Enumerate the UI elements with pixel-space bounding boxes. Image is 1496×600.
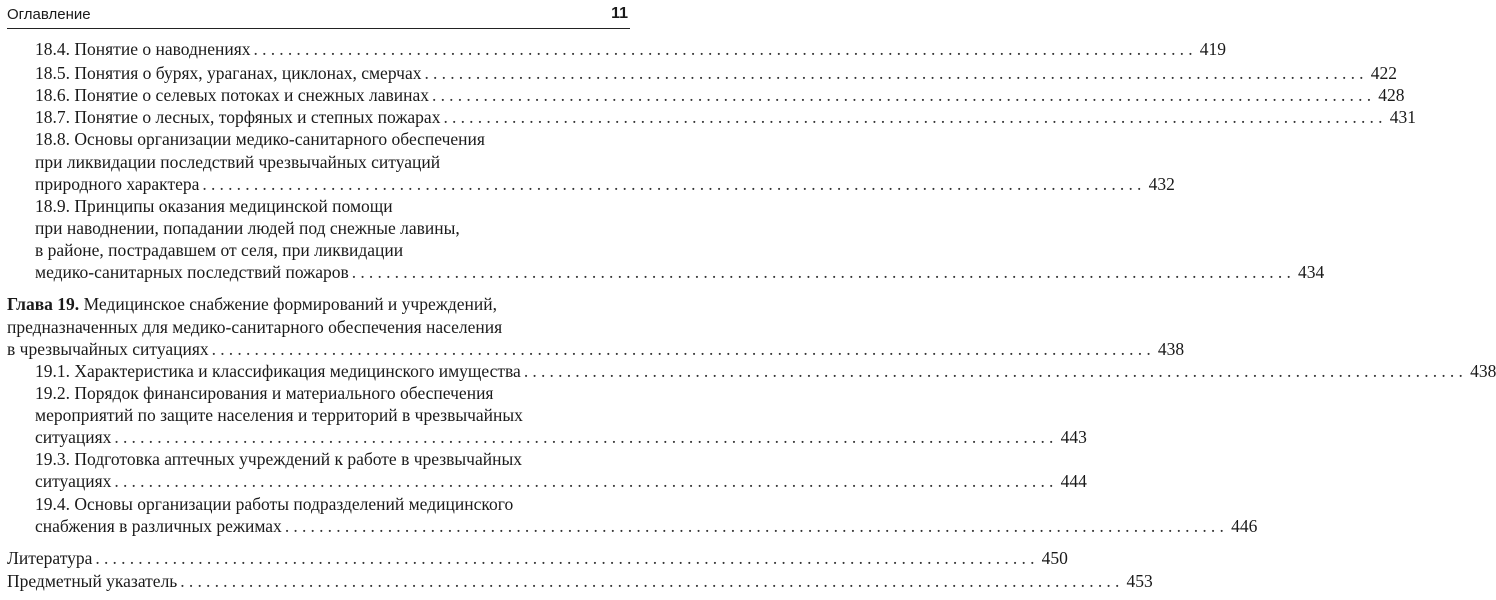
toc-entry-title: ситуациях — [35, 471, 112, 491]
toc-entry-title: Предметный указатель — [7, 571, 178, 591]
toc-leader: .............................................................................................................. — [95, 548, 1039, 568]
toc-entry-title: в чрезвычайных ситуациях — [7, 339, 209, 359]
toc-entry-line: 19.2. Порядок финансирования и материального обеспечения — [35, 383, 494, 403]
toc-leader: .............................................................................................................. — [432, 85, 1376, 105]
toc-entry-line: 18.8. Основы организации медико-санитарного обеспечения — [35, 129, 485, 149]
toc-entry-title: ситуациях — [35, 427, 112, 447]
toc-entry-line: Медицинское снабжение формирований и учреждений, — [83, 294, 497, 314]
toc-entry[interactable] — [7, 546, 1068, 570]
toc-entry-title: 19.1. Характеристика и классификация медицинского имущества — [35, 361, 521, 381]
toc-leader: .............................................................................................................. — [253, 39, 1197, 59]
toc-entry-page: 428 — [1378, 85, 1405, 105]
toc-entry[interactable] — [35, 469, 1087, 493]
toc-entry-line: при наводнении, попадании людей под снежные лавины, — [35, 218, 460, 238]
toc-entry-page: 438 — [1157, 339, 1185, 359]
toc-leader: .............................................................................................................. — [351, 262, 1296, 282]
toc-entry-title: 18.7. Понятие о лесных, торфяных и степных пожарах — [35, 107, 441, 127]
toc-entry-page: 444 — [1060, 471, 1087, 491]
toc-entry-line: 19.3. Подготовка аптечных учреждений к работе в чрезвычайных — [35, 449, 522, 469]
toc-chapter-line — [7, 292, 497, 316]
toc-entry-page: 453 — [1126, 571, 1153, 591]
header-title: Оглавление — [7, 6, 91, 23]
toc-leader: .............................................................................................................. — [424, 63, 1368, 83]
toc-leader: .............................................................................................................. — [114, 427, 1058, 447]
toc-entry[interactable] — [35, 514, 1258, 538]
toc-leader: .............................................................................................................. — [284, 516, 1229, 536]
toc-leader: .............................................................................................................. — [180, 571, 1124, 591]
toc-entry-line: в районе, пострадавшем от селя, при ликвидации — [35, 240, 404, 260]
toc-entry-page: 443 — [1060, 427, 1087, 447]
toc-entry-page: 431 — [1389, 107, 1416, 127]
chapter-label: Глава 19. — [7, 294, 80, 314]
toc-entry-title: природного характера — [35, 174, 200, 194]
toc-entry[interactable] — [35, 83, 1405, 107]
toc-leader: .............................................................................................................. — [211, 339, 1155, 359]
toc-leader: .............................................................................................................. — [443, 107, 1387, 127]
toc-entry-line: предназначенных для медико-санитарного обеспечения населения — [7, 317, 503, 337]
toc-entry-page: 432 — [1148, 174, 1175, 194]
toc-entry-title: 18.5. Понятия о бурях, ураганах, циклонах, смерчах — [35, 63, 422, 83]
toc-entry[interactable] — [35, 61, 1397, 85]
toc-entry-line: 18.9. Принципы оказания медицинской помощи — [35, 196, 393, 216]
toc-entry[interactable] — [7, 337, 1185, 361]
toc-leader: .............................................................................................................. — [202, 174, 1146, 194]
toc-entry-line: мероприятий по защите населения и территорий в чрезвычайных — [35, 405, 523, 425]
toc-entry-page: 422 — [1370, 63, 1397, 83]
toc-entry-line: при ликвидации последствий чрезвычайных ситуаций — [35, 152, 441, 172]
toc-leader: .............................................................................................................. — [523, 361, 1468, 381]
toc-entry[interactable] — [35, 425, 1087, 449]
running-header — [7, 2, 630, 29]
toc-entry[interactable] — [35, 260, 1325, 284]
toc-entry[interactable] — [7, 569, 1153, 593]
toc-entry[interactable] — [35, 37, 1227, 61]
toc-entry-page: 419 — [1199, 39, 1227, 59]
toc-entry-page: 446 — [1231, 516, 1258, 536]
toc-entry[interactable] — [35, 105, 1416, 129]
toc-entry[interactable] — [35, 359, 1496, 383]
toc-entry-title: медико-санитарных последствий пожаров — [35, 262, 349, 282]
toc-entry-title: 18.6. Понятие о селевых потоках и снежных лавинах — [35, 85, 430, 105]
toc-entry-page: 434 — [1298, 262, 1325, 282]
toc-entry-title: снабжения в различных режимах — [35, 516, 282, 536]
toc-entry-page: 450 — [1041, 548, 1068, 568]
toc-entry-line: 19.4. Основы организации работы подразделений медицинского — [35, 494, 514, 514]
toc-entry-page: 438 — [1470, 361, 1496, 381]
toc-leader: .............................................................................................................. — [114, 471, 1058, 491]
toc-entry[interactable] — [35, 172, 1175, 196]
toc-entry-title: 18.4. Понятие о наводнениях — [35, 39, 251, 59]
header-page-number: 11 — [611, 5, 628, 22]
toc-entry-title: Литература — [7, 548, 93, 568]
